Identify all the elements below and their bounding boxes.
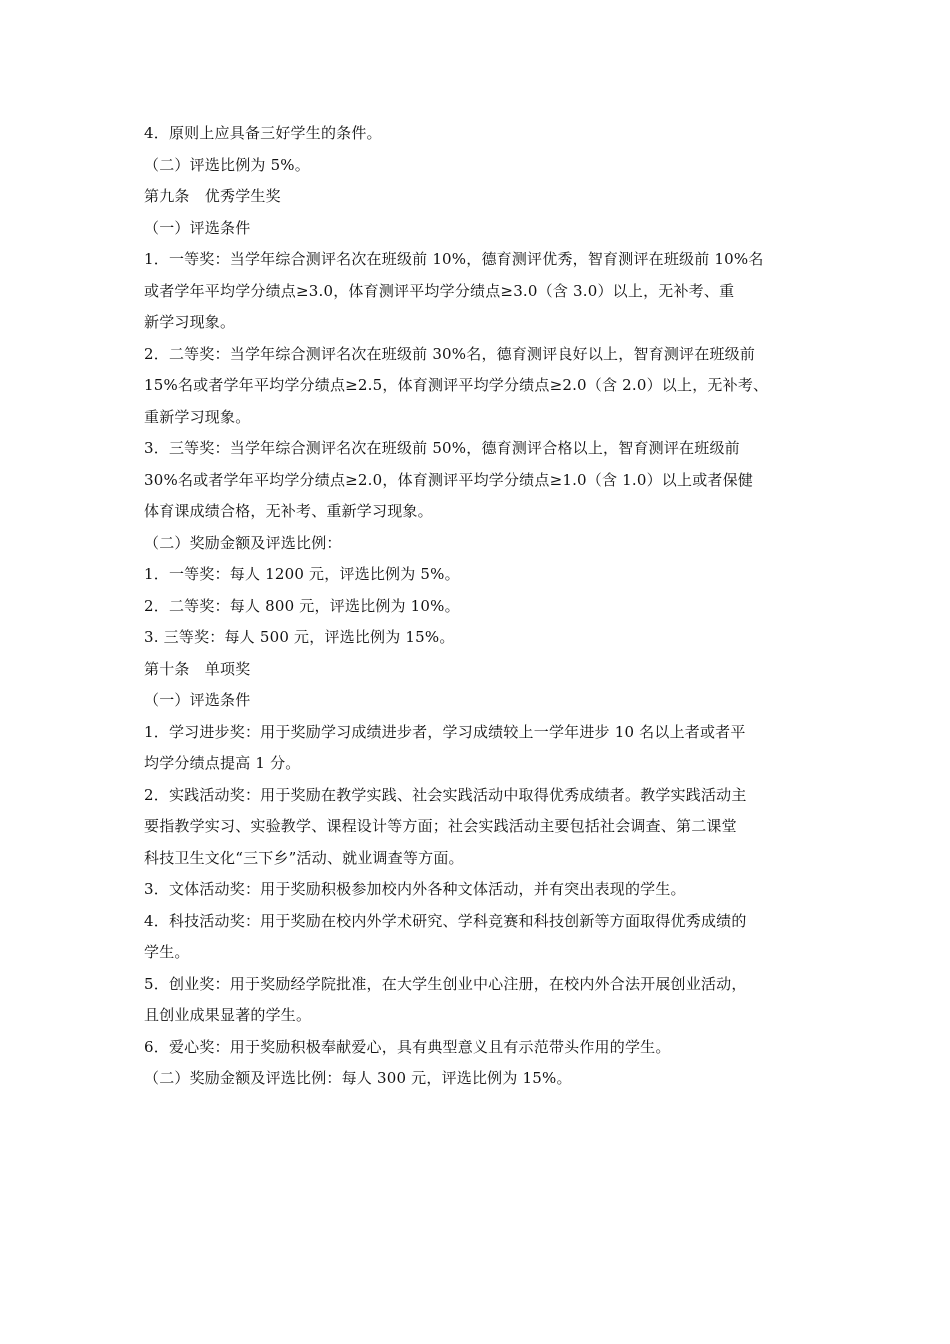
document-line: 15%名或者学年平均学分绩点≥2.5，体育测评平均学分绩点≥2.0（含 2.0）以上，无补考、 [144, 376, 769, 394]
document-line: 或者学年平均学分绩点≥3.0，体育测评平均学分绩点≥3.0（含 3.0）以上，无补考、重 [144, 281, 735, 300]
document-line: 重新学习现象。 [144, 407, 251, 426]
document-line: 1．一等奖：每人 1200 元，评选比例为 5%。 [144, 565, 460, 583]
document-line: （二）奖励金额及评选比例：每人 300 元，评选比例为 15%。 [144, 1069, 572, 1087]
document-line: 3. 三等奖：每人 500 元，评选比例为 15%。 [144, 628, 455, 646]
document-line: 30%名或者学年平均学分绩点≥2.0，体育测评平均学分绩点≥1.0（含 1.0）以上或者保健 [144, 470, 754, 489]
document-line: 且创业成果显著的学生。 [144, 1006, 312, 1024]
document-line: 均学分绩点提高 1 分。 [144, 754, 301, 772]
document-line: 4．原则上应具备三好学生的条件。 [144, 124, 382, 142]
document-line: 学生。 [144, 943, 190, 961]
document-line: 第九条 优秀学生奖 [144, 187, 281, 205]
document-line: 科技卫生文化“三下乡”活动、就业调查等方面。 [144, 848, 464, 867]
document-line: 2．实践活动奖：用于奖励在教学实践、社会实践活动中取得优秀成绩者。教学实践活动主 [144, 785, 747, 804]
document-line: （一）评选条件 [144, 218, 251, 237]
document-line: 6．爱心奖：用于奖励积极奉献爱心，具有典型意义且有示范带头作用的学生。 [144, 1037, 671, 1056]
document-line: 要指教学实习、实验教学、课程设计等方面；社会实践活动主要包括社会调查、第二课堂 [144, 817, 737, 835]
document-line: （二）评选比例为 5%。 [144, 155, 310, 174]
document-line: 新学习现象。 [144, 313, 236, 331]
document-line: 2．二等奖：每人 800 元，评选比例为 10%。 [144, 596, 460, 615]
document-line: 3．三等奖：当学年综合测评名次在班级前 50%，德育测评合格以上，智育测评在班级前 [144, 439, 740, 457]
document-line: 2．二等奖：当学年综合测评名次在班级前 30%名，德育测评良好以上，智育测评在班级前 [144, 344, 756, 363]
document-line: 1．一等奖：当学年综合测评名次在班级前 10%，德育测评优秀，智育测评在班级前 10%名 [144, 250, 764, 268]
document-line: 3．文体活动奖：用于奖励积极参加校内外各种文体活动，并有突出表现的学生。 [144, 880, 686, 898]
document-line: （二）奖励金额及评选比例： [144, 533, 342, 552]
document-line: 体育课成绩合格，无补考、重新学习现象。 [144, 502, 433, 520]
document-line: （一）评选条件 [144, 691, 251, 709]
document-body [144, 118, 824, 1095]
document-line: 1．学习进步奖：用于奖励学习成绩进步者，学习成绩较上一学年进步 10 名以上者或者平 [144, 722, 746, 741]
document-line: 第十条 单项奖 [144, 659, 251, 678]
document-line: 5．创业奖：用于奖励经学院批准，在大学生创业中心注册，在校内外合法开展创业活动， [144, 974, 747, 993]
document-line: 4．科技活动奖：用于奖励在校内外学术研究、学科竞赛和科技创新等方面取得优秀成绩的 [144, 911, 747, 930]
